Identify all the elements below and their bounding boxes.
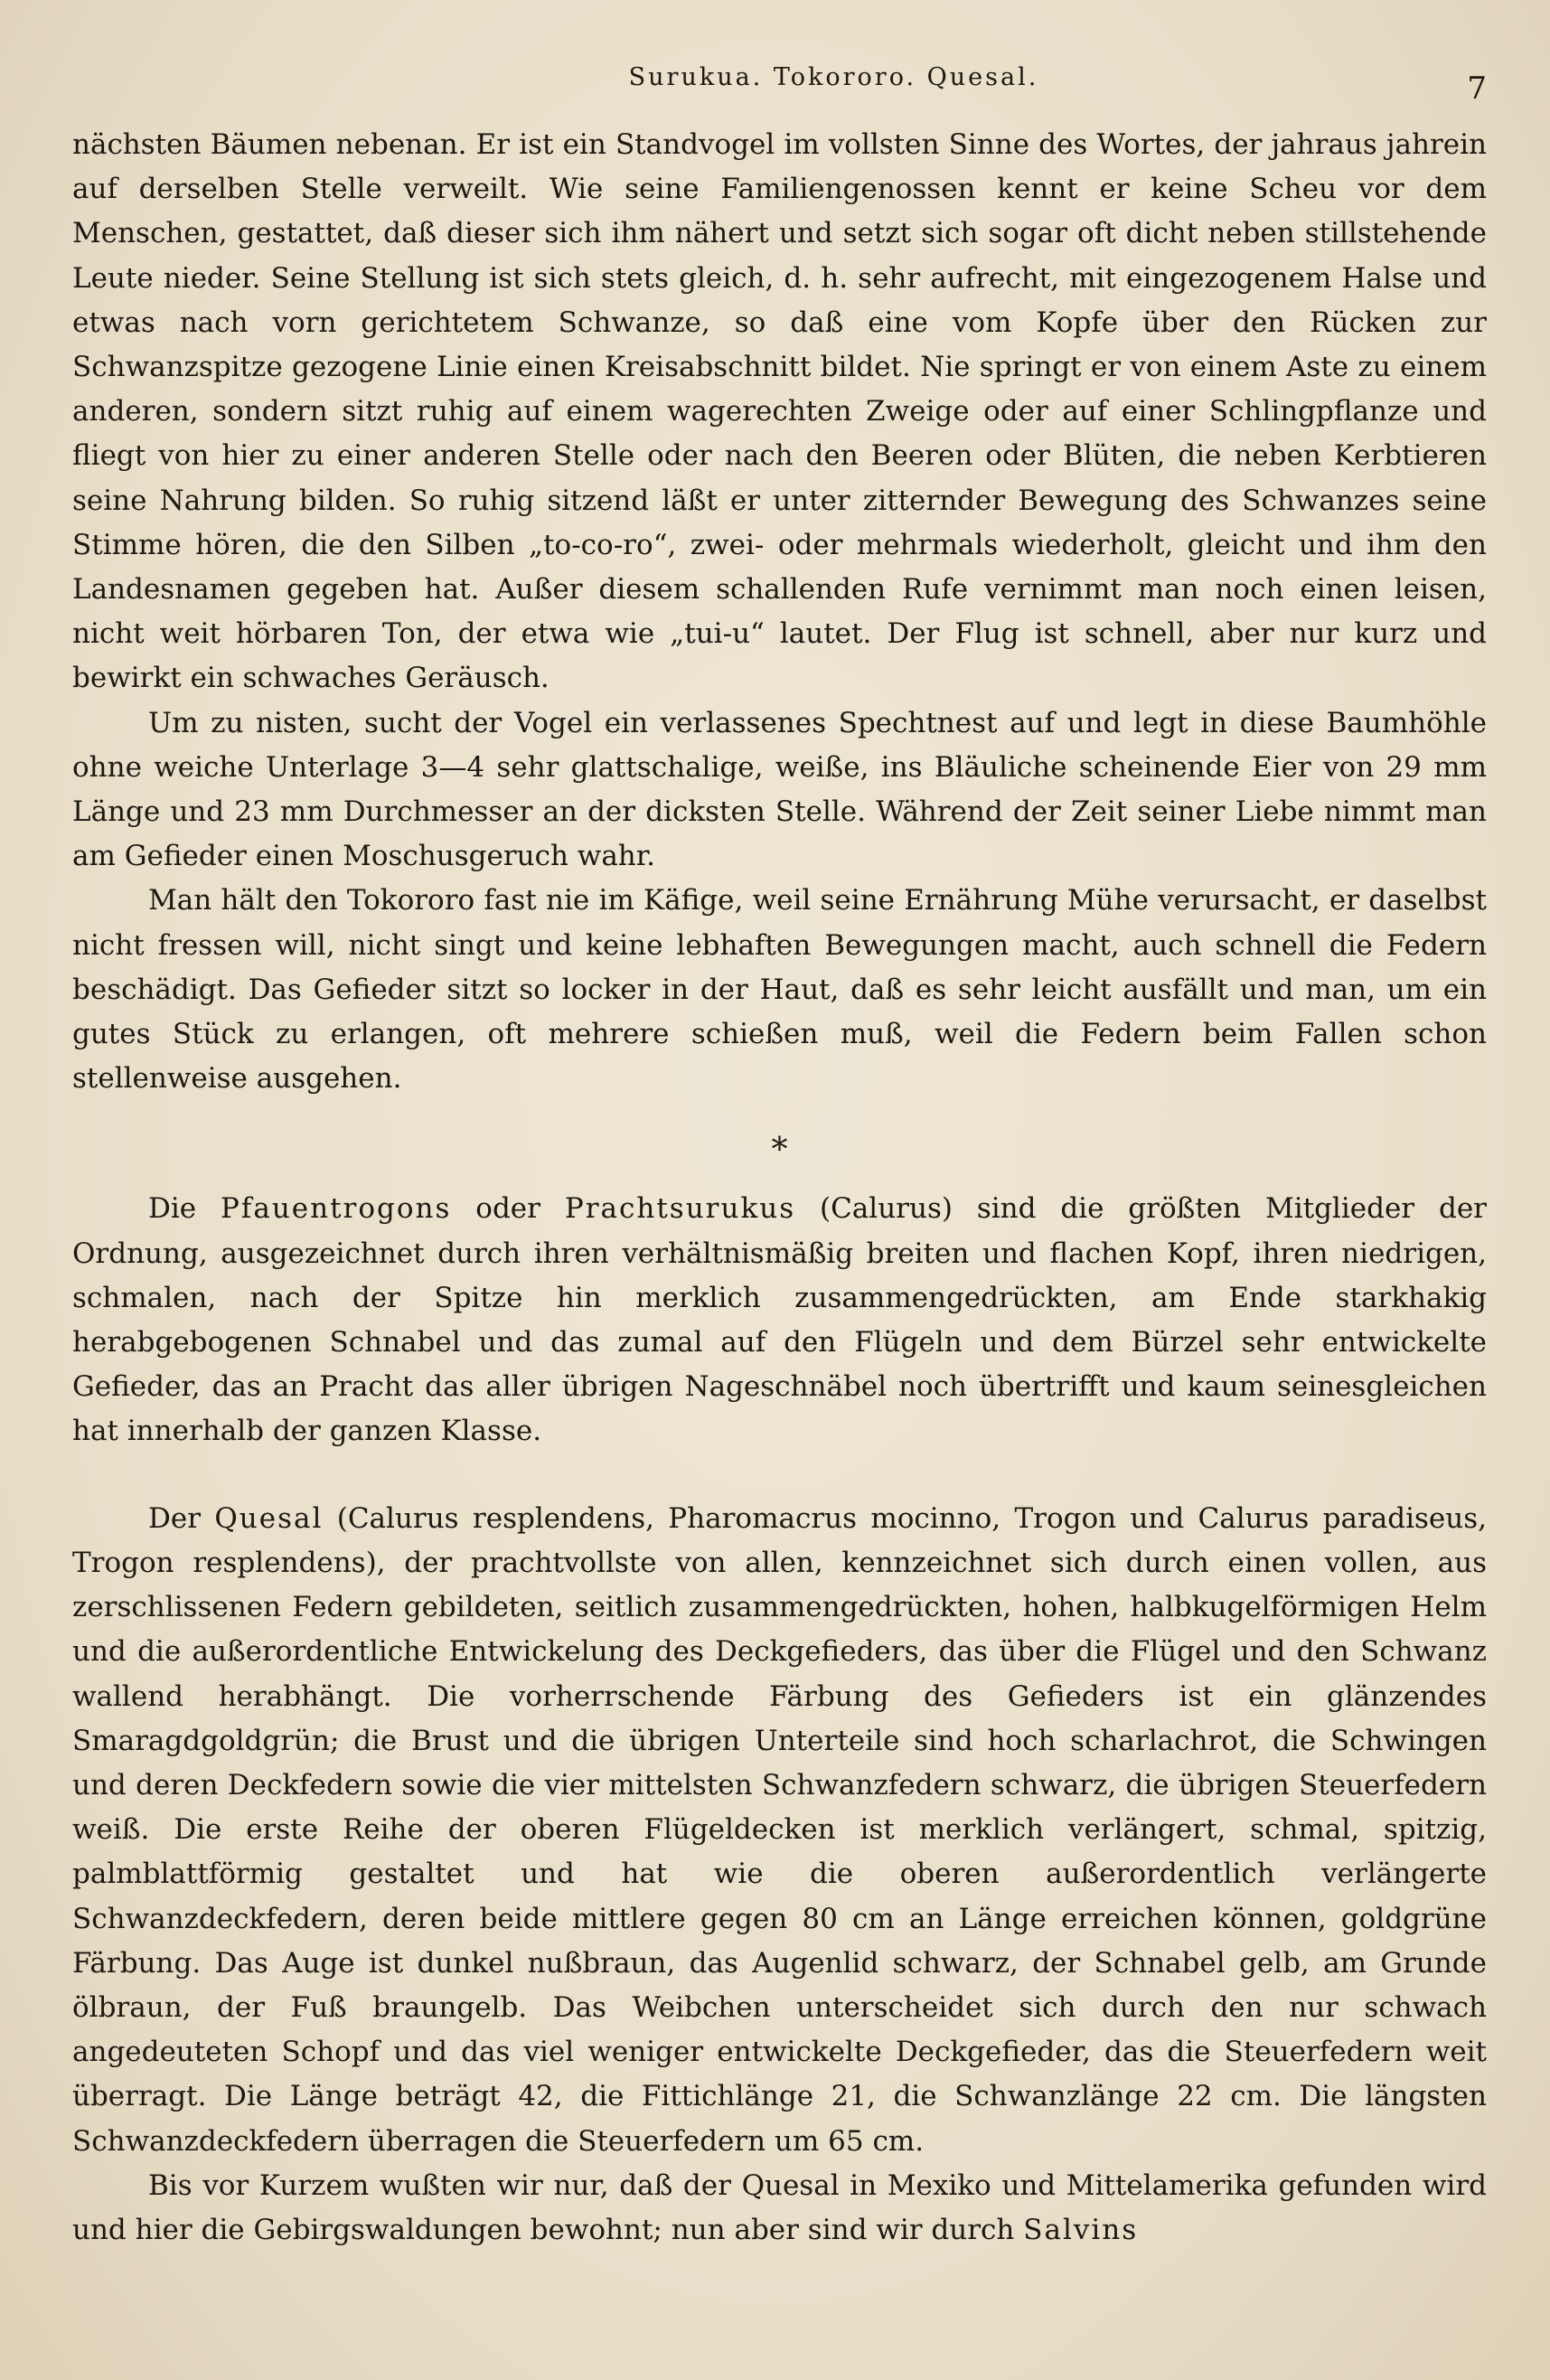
paragraph-quesal-description — [72, 1497, 1487, 2164]
paragraph-quesal-distribution — [72, 2164, 1487, 2253]
quesal-rest: (Calurus resplendens, Pharomacrus mocinno, Trogon und Calurus paradiseus, Trogon resplendens), der prachtvollste von allen, kennzeichnet sich durch einen vollen, aus zerschlissenen Federn gebildeten, seitlich zusammengedrückten, hohen, halbkugelförmigen Helm und die außerordentliche Entwickelung des Deckgefieders, das über die Flügel und den Schwanz wallend herabhängt. Die vorherrschende Färbung des Gefieders ist ein glänzendes Smaragdgoldgrün; die Brust und die übrigen Unterteile sind hoch scharlachrot, die Schwingen und deren Deckfedern sowie die vier mittelsten Schwanzfedern schwarz, die übrigen Steuerfedern weiß. Die erste Reihe der oberen Flügeldecken ist merklich verlängert, schmal, spitzig, palmblattförmig gestaltet und hat wie die oberen außerordentlich verlängerte Schwanzdeckfedern, deren beide mittlere gegen 80 cm an Länge erreichen können, goldgrüne Färbung. Das Auge ist dunkel nußbraun, das Augenlid schwarz, der Schnabel gelb, am Grunde ölbraun, der Fuß braungelb. Das Weibchen unterscheidet sich durch den nur schwach angedeuteten Schopf und das viel weniger entwickelte Deckgefieder, das die Steuerfedern weit überragt. Die Länge beträgt 42, die Fittichlänge 21, die Schwanzlänge 22 cm. Die längsten Schwanzdeckfedern überragen die Steuerfedern um 65 cm. — [72, 1501, 1487, 2158]
paragraph-tokororo-captivity: Man hält den Tokororo fast nie im Käfige, weil seine Ernährung Mühe verursacht, er daselbst nicht fressen will, nicht singt und keine lebhaften Bewegungen macht, auch schnell die Federn beschädigt. Das Gefieder sitzt so locker in der Haut, daß es sehr leicht ausfällt und man, um ein gutes Stück zu erlangen, oft mehrere schießen muß, weil die Federn beim Fallen schon stellenweise ausgehen. — [72, 884, 1487, 1096]
calurus-mid: oder — [451, 1192, 565, 1226]
book-page — [72, 63, 1487, 2253]
quesal-lead: Der — [148, 1501, 215, 1535]
body-text — [72, 123, 1487, 2253]
term-quesal: Quesal — [214, 1501, 324, 1535]
distribution-text: Bis vor Kurzem wußten wir nur, daß der Quesal in Mexiko und Mittelamerika gefunden wird und hier die Gebirgswaldungen bewohnt; nun aber sind wir durch — [72, 2168, 1487, 2246]
paragraph-tokororo-behavior: nächsten Bäumen nebenan. Er ist ein Standvogel im vollsten Sinne des Wortes, der jahraus jahrein auf derselben Stelle verweilt. Wie seine Familiengenossen kennt er keine Scheu vor dem Menschen, gestattet, daß dieser sich ihm nähert und setzt sich sogar oft dicht neben stillstehende Leute nieder. Seine Stellung ist sich stets gleich, d. h. sehr aufrecht, mit eingezogenem Halse und etwas nach vorn gerichtetem Schwanze, so daß eine vom Kopfe über den Rücken zur Schwanzspitze gezogene Linie einen Kreisabschnitt bildet. Nie springt er von einem Aste zu einem anderen, sondern sitzt ruhig auf einem wagerechten Zweige oder auf einer Schlingpflanze und fliegt von hier zu einer anderen Stelle oder nach den Beeren oder Blüten, die neben Kerbtieren seine Nahrung bilden. So ruhig sitzend läßt er unter zitternder Bewegung des Schwanzes seine Stimme hören, die den Silben „to-co-ro“, zwei- oder mehrmals wiederholt, gleicht und ihm den Landesnamen gegeben hat. Außer diesem schallenden Rufe vernimmt man noch einen leisen, nicht weit hörbaren Ton, der etwa wie „tui-u“ lautet. Der Flug ist schnell, aber nur kurz und bewirkt ein schwaches Geräusch. — [72, 128, 1487, 695]
name-salvin: Salvins — [1023, 2213, 1139, 2246]
term-pfauentrogons: Pfauentrogons — [221, 1192, 452, 1226]
running-title: Surukua. Tokororo. Quesal. — [628, 63, 1039, 91]
calurus-rest: (Calurus) sind die größten Mitglieder der Ordnung, ausgezeichnet durch ihren verhältnismäßig breiten und flachen Kopf, ihren niedrigen, schmalen, nach der Spitze hin merklich zusammengedrückten, am Ende starkhakig herabgebogenen Schnabel und das zumal auf den Flügeln und dem Bürzel sehr entwickelte Gefieder, das an Pracht das aller übrigen Nageschnäbel noch übertrifft und kaum seinesgleichen hat innerhalb der ganzen Klasse. — [72, 1192, 1488, 1448]
calurus-lead: Die — [148, 1192, 221, 1226]
paragraph-gap — [72, 1454, 1487, 1497]
paragraph-calurus-intro — [72, 1187, 1487, 1453]
page-number: 7 — [1467, 71, 1487, 107]
term-prachtsurukus: Prachtsurukus — [564, 1192, 796, 1226]
running-head — [72, 63, 1487, 118]
paragraph-tokororo-nesting: Um zu nisten, sucht der Vogel ein verlassenes Spechtnest auf und legt in diese Baumhöhle ohne weiche Unterlage 3—4 sehr glattschalige, weiße, ins Bläuliche scheinende Eier von 29 mm Länge und 23 mm Durchmesser an der dicksten Stelle. Während der Zeit seiner Liebe nimmt man am Gefieder einen Moschusgeruch wahr. — [72, 706, 1487, 873]
section-separator: * — [771, 1132, 788, 1170]
